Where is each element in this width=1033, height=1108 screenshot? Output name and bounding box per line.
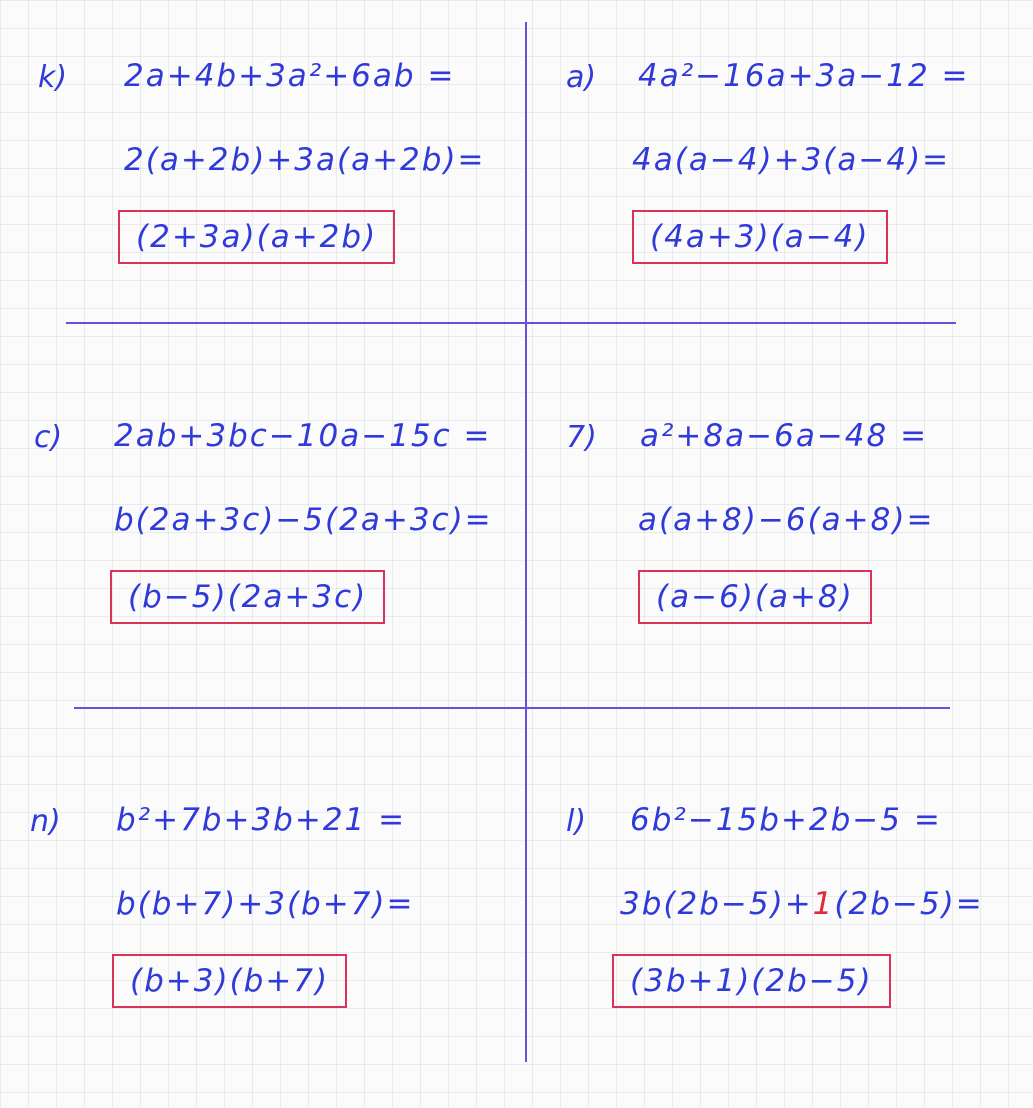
problem-2 xyxy=(566,20,1026,350)
problem-label: k) xyxy=(38,60,68,95)
problem-step-part: 3b(2b−5)+ xyxy=(620,886,813,922)
problem-1 xyxy=(38,20,498,350)
problem-label: 7) xyxy=(566,420,597,455)
problem-expression: a²+8a−6a−48 = xyxy=(640,418,929,454)
problem-answer-box: (a−6)(a+8) xyxy=(638,570,872,624)
problem-label: c) xyxy=(34,420,63,455)
problem-label: a) xyxy=(566,60,597,95)
problem-step: b(2a+3c)−5(2a+3c)= xyxy=(114,502,493,538)
problem-step: 4a(a−4)+3(a−4)= xyxy=(632,142,951,178)
problem-4 xyxy=(566,380,1026,710)
problem-expression: 4a²−16a+3a−12 = xyxy=(638,58,970,94)
highlighted-coefficient: 1 xyxy=(812,886,835,922)
problem-step: b(b+7)+3(b+7)= xyxy=(116,886,415,922)
problem-step: 2(a+2b)+3a(a+2b)= xyxy=(124,142,486,178)
problem-answer-box: (3b+1)(2b−5) xyxy=(612,954,891,1008)
problem-6 xyxy=(566,764,1026,1094)
problem-step xyxy=(620,886,984,922)
problem-3 xyxy=(34,380,494,710)
problem-step-part: (2b−5)= xyxy=(834,886,984,922)
problem-answer-box: (b+3)(b+7) xyxy=(112,954,347,1008)
problem-step: a(a+8)−6(a+8)= xyxy=(638,502,935,538)
problem-answer-box: (b−5)(2a+3c) xyxy=(110,570,385,624)
problem-expression: 6b²−15b+2b−5 = xyxy=(630,802,942,838)
vertical-divider xyxy=(525,22,527,1062)
problem-5 xyxy=(30,764,490,1094)
problem-expression: 2a+4b+3a²+6ab = xyxy=(124,58,456,94)
problem-expression: b²+7b+3b+21 = xyxy=(116,802,407,838)
problem-answer-box: (4a+3)(a−4) xyxy=(632,210,888,264)
problem-label: n) xyxy=(30,804,61,839)
problem-answer-box: (2+3a)(a+2b) xyxy=(118,210,395,264)
problem-expression: 2ab+3bc−10a−15c = xyxy=(114,418,492,454)
problem-label: l) xyxy=(566,804,587,839)
